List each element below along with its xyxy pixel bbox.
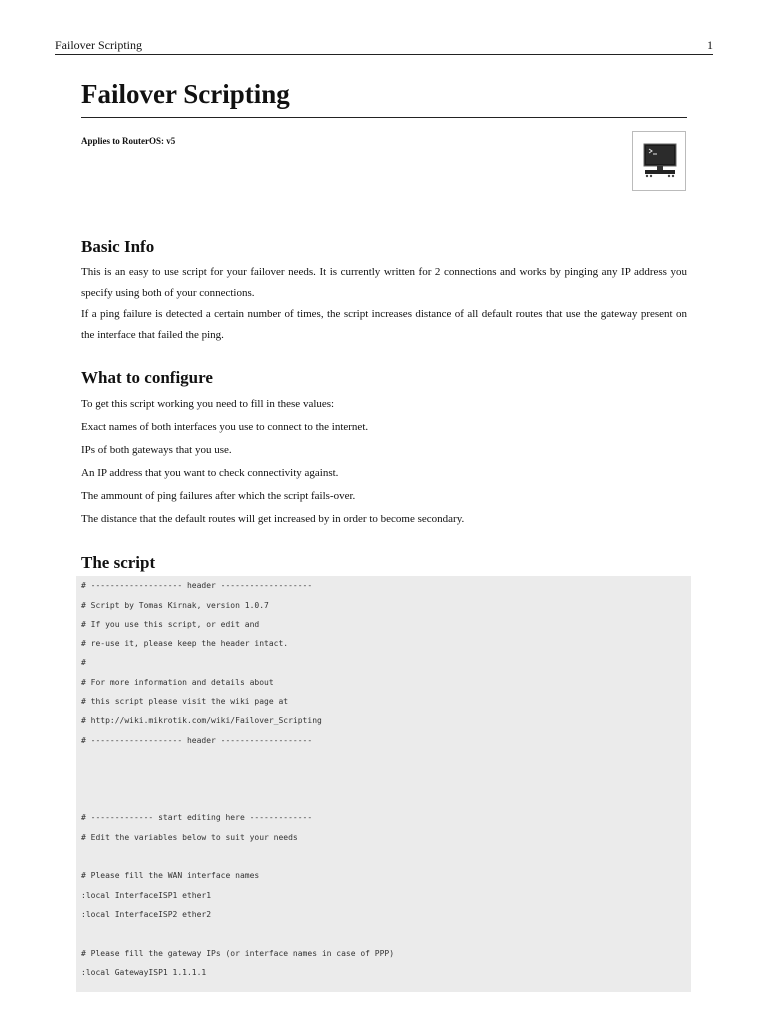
applies-to-note: Applies to RouterOS: v5 bbox=[81, 136, 176, 146]
section-heading-what-to-configure: What to configure bbox=[81, 368, 213, 387]
code-line: # http://wiki.mikrotik.com/wiki/Failover_Scripting bbox=[81, 716, 322, 725]
running-header-title: Failover Scripting bbox=[55, 38, 142, 52]
code-line: # Edit the variables below to suit your needs bbox=[81, 833, 298, 842]
script-code-block bbox=[76, 576, 691, 992]
code-line: # ------------------- header ------------------- bbox=[81, 736, 313, 745]
running-header bbox=[55, 36, 713, 55]
code-line: # ------------------- header ------------------- bbox=[81, 581, 313, 590]
configure-line-3: IPs of both gateways that you use. bbox=[81, 444, 232, 456]
code-line: :local InterfaceISP1 ether1 bbox=[81, 891, 212, 900]
code-line: # bbox=[81, 658, 86, 667]
section-heading-basic-info: Basic Info bbox=[81, 237, 155, 256]
code-line: # If you use this script, or edit and bbox=[81, 620, 260, 629]
basic-info-paragraph-2: If a ping failure is detected a certain number of times, the script increases distance of all default routes that use the gateway present on the interface that failed the ping. bbox=[81, 308, 687, 341]
code-line: # this script please visit the wiki page at bbox=[81, 697, 289, 706]
section-heading-the-script: The script bbox=[81, 553, 156, 572]
page-number: 1 bbox=[707, 38, 713, 52]
code-line: # For more information and details about bbox=[81, 678, 274, 687]
configure-line-4: An IP address that you want to check connectivity against. bbox=[81, 467, 339, 479]
code-line: # Script by Tomas Kirnak, version 1.0.7 bbox=[81, 601, 269, 610]
configure-line-5: The ammount of ping failures after which the script fails-over. bbox=[81, 490, 356, 502]
basic-info-paragraph-1: This is an easy to use script for your failover needs. It is currently written for 2 connections and works by pinging any IP address you specify using both of your connections. bbox=[81, 266, 687, 299]
code-line: # ------------- start editing here ------------- bbox=[81, 813, 313, 822]
terminal-icon bbox=[632, 131, 686, 191]
code-line: :local GatewayISP1 1.1.1.1 bbox=[81, 968, 207, 977]
configure-line-2: Exact names of both interfaces you use to connect to the internet. bbox=[81, 421, 369, 433]
page-title: Failover Scripting bbox=[81, 76, 687, 118]
code-line: # Please fill the gateway IPs (or interface names in case of PPP) bbox=[81, 949, 395, 958]
code-line: # Please fill the WAN interface names bbox=[81, 871, 260, 880]
code-line: :local InterfaceISP2 ether2 bbox=[81, 910, 212, 919]
code-line: # re-use it, please keep the header intact. bbox=[81, 639, 289, 648]
configure-line-1: To get this script working you need to fill in these values: bbox=[81, 398, 335, 410]
configure-line-6: The distance that the default routes will get increased by in order to become secondary. bbox=[81, 513, 465, 525]
